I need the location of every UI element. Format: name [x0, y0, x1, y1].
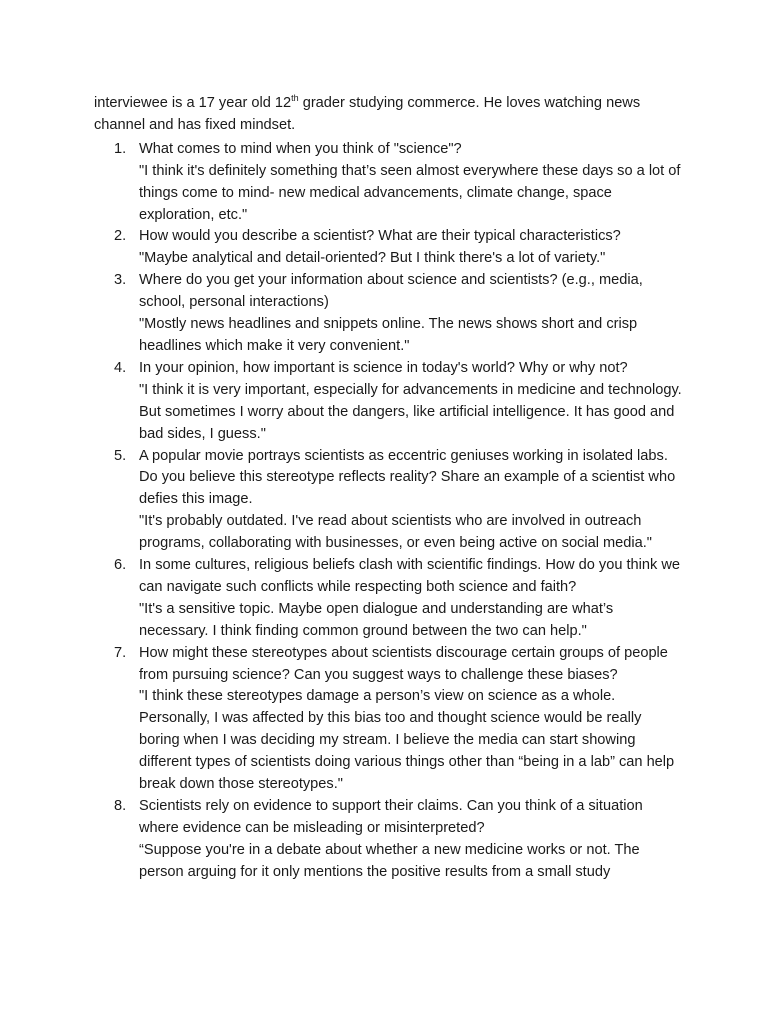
- item-number: 2.: [114, 228, 127, 245]
- question-list: [94, 139, 684, 884]
- intro-text-start: interviewee is a 17 year old 12: [94, 95, 292, 111]
- answer-text: “Suppose you're in a debate about whether a new medicine works or not. The person arguing for it only mentions the positive results from a small study: [139, 841, 640, 880]
- list-item: [94, 226, 684, 270]
- document-page: [94, 93, 684, 884]
- answer-text: "I think it's definitely something that’s seen almost everywhere these days so a lot of things come to mind- new medical advancements, climate change, space exploration, etc.": [139, 162, 681, 223]
- list-item: [94, 796, 684, 884]
- answer-text: "I think it is very important, especially for advancements in medicine and technology. But sometimes I worry about the dangers, like artificial intelligence. It has good and bad sides, I guess.": [139, 381, 682, 442]
- intro-superscript: th: [291, 93, 299, 104]
- intro-paragraph: [94, 93, 684, 137]
- question-text: How might these stereotypes about scientists discourage certain groups of people from pursuing science? Can you suggest ways to challenge these biases?: [139, 644, 668, 683]
- question-text: What comes to mind when you think of "science"?: [139, 140, 462, 157]
- answer-text: "I think these stereotypes damage a person’s view on science as a whole. Personally, I was affected by this bias too and thought science would be really boring when I was deciding my stream. I believe the media can start showing different types of scientists doing various things other than “being in a lab” can help break down those stereotypes.": [139, 688, 675, 793]
- answer-text: "Mostly news headlines and snippets online. The news shows short and crisp headlines which make it very convenient.": [139, 316, 638, 354]
- item-number: 3.: [114, 272, 127, 289]
- question-text: Where do you get your information about science and scientists? (e.g., media, school, personal interactions): [139, 272, 643, 311]
- intro-text-end: grader studying commerce. He loves watching news channel and has fixed mindset.: [94, 95, 641, 133]
- list-item: [94, 358, 684, 446]
- item-number: 6.: [114, 557, 127, 574]
- list-item: [94, 446, 684, 556]
- item-number: 1.: [114, 140, 127, 157]
- list-item: [94, 643, 684, 796]
- item-number: 5.: [114, 447, 127, 464]
- answer-text: "It's a sensitive topic. Maybe open dialogue and understanding are what’s necessary. I think finding common ground between the two can help.": [139, 600, 614, 639]
- answer-text: "Maybe analytical and detail-oriented? But I think there's a lot of variety.": [139, 250, 606, 267]
- question-text: In some cultures, religious beliefs clash with scientific findings. How do you think we can navigate such conflicts while respecting both science and faith?: [139, 557, 681, 595]
- question-text: In your opinion, how important is science in today's world? Why or why not?: [139, 359, 628, 376]
- question-text: A popular movie portrays scientists as eccentric geniuses working in isolated labs. Do you believe this stereotype reflects reality? Share an example of a scientist who defies this image.: [139, 447, 676, 508]
- item-number: 4.: [114, 359, 127, 376]
- question-text: Scientists rely on evidence to support their claims. Can you think of a situation where evidence can be misleading or misinterpreted?: [139, 798, 643, 836]
- list-item: [94, 555, 684, 643]
- list-item: [94, 139, 684, 227]
- list-item: [94, 270, 684, 358]
- item-number: 7.: [114, 644, 127, 661]
- question-text: How would you describe a scientist? What are their typical characteristics?: [139, 228, 621, 245]
- item-number: 8.: [114, 798, 127, 814]
- answer-text: "It's probably outdated. I've read about scientists who are involved in outreach programs, collaborating with businesses, or even being active on social media.": [139, 513, 652, 552]
